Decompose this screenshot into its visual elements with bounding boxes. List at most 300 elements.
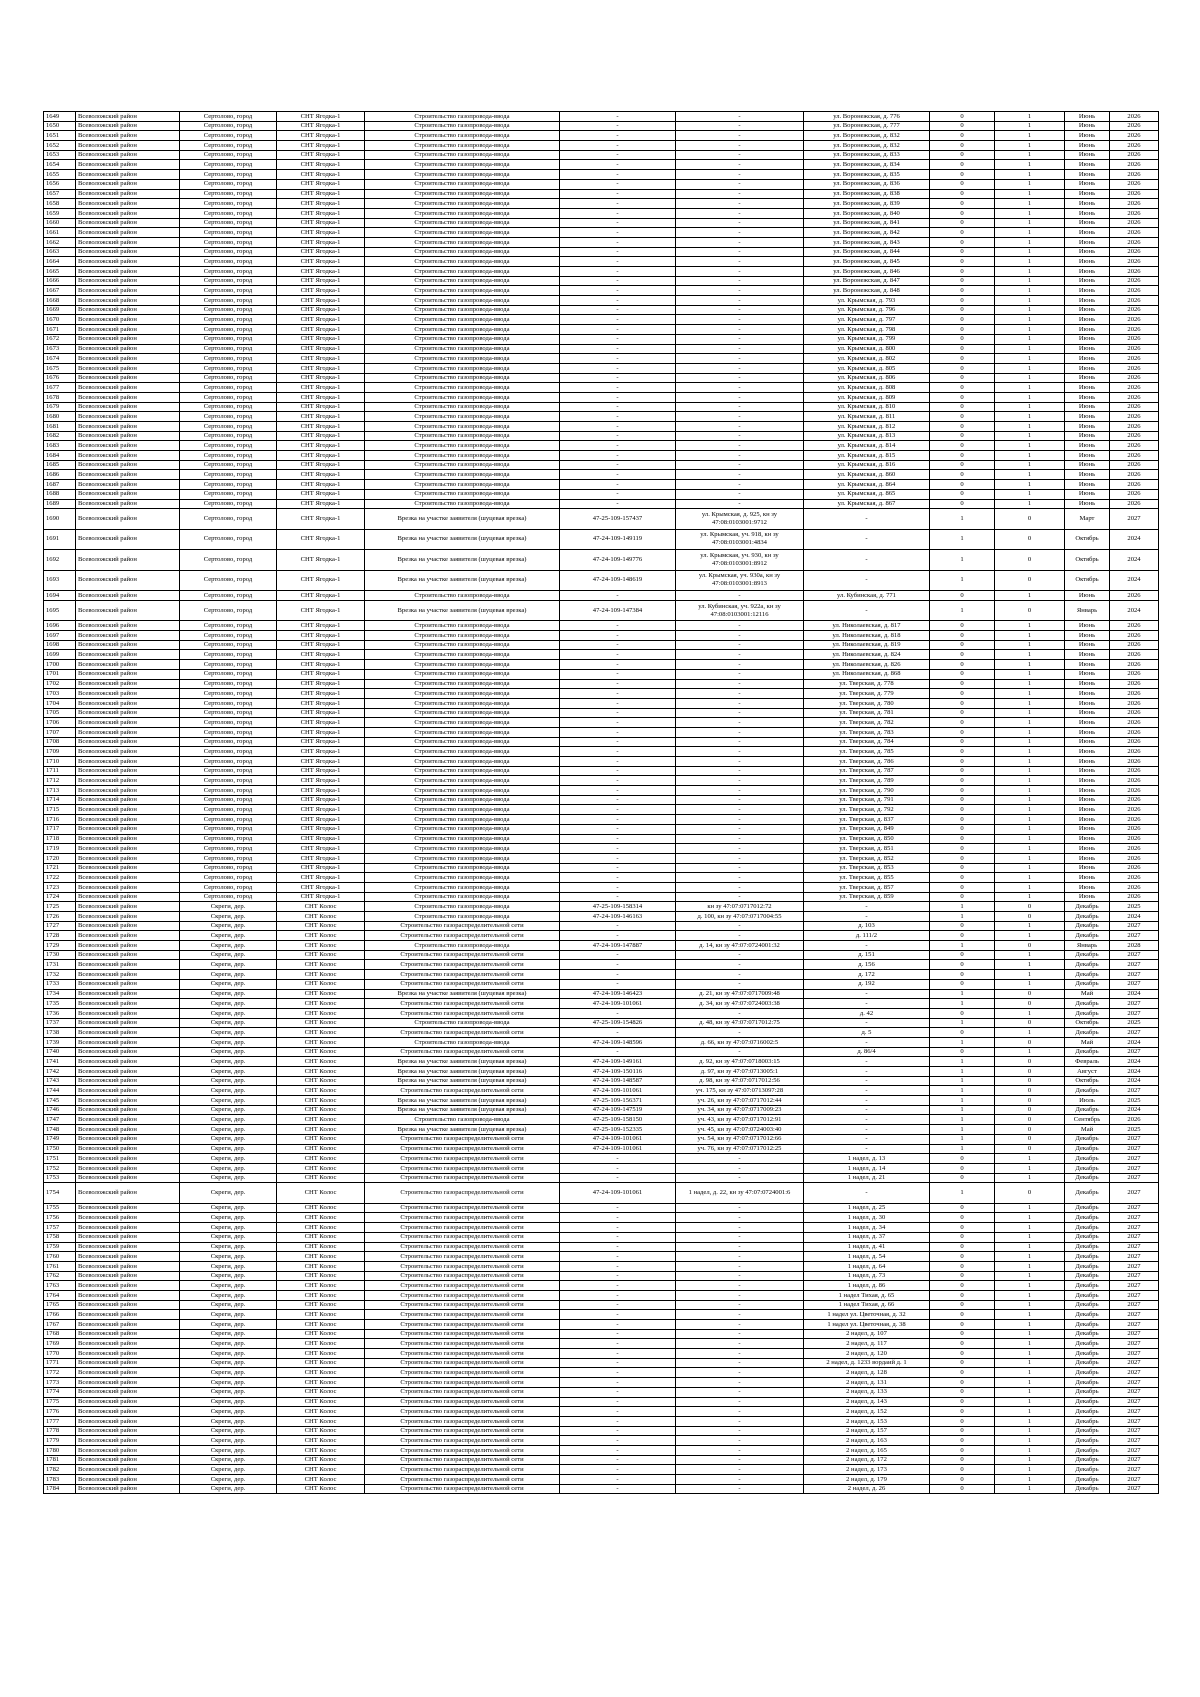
cell-row-number: 1679 (44, 402, 76, 412)
cell-snt-name: СНТ Ягодка-1 (277, 631, 365, 641)
cell-district: Всеволожский район (76, 1310, 180, 1320)
cell-month: Декабрь (1065, 1213, 1110, 1223)
cell-house-address: ул. Тверская, д. 792 (804, 805, 930, 815)
cell-flag-a: 0 (930, 170, 995, 180)
cell-year: 2027 (1110, 1290, 1159, 1300)
cell-flag-a: 0 (930, 970, 995, 980)
cell-year: 2024 (1110, 1067, 1159, 1077)
cell-flag-b: 0 (995, 1144, 1065, 1154)
cell-flag-b: 1 (995, 451, 1065, 461)
cell-month: Декабрь (1065, 1436, 1110, 1446)
cell-flag-a: 0 (930, 1232, 995, 1242)
cell-cadastral-address: - (676, 305, 804, 315)
cell-flag-b: 0 (995, 1096, 1065, 1106)
cell-year: 2026 (1110, 747, 1159, 757)
cell-settlement: Сертолово, город (180, 621, 277, 631)
cell-flag-b: 1 (995, 1368, 1065, 1378)
cell-house-address: ул. Тверская, д. 849 (804, 824, 930, 834)
cell-snt-name: СНТ Колос (277, 1144, 365, 1154)
cell-district: Всеволожский район (76, 786, 180, 796)
table-row (44, 228, 1159, 238)
cell-flag-a: 0 (930, 247, 995, 257)
cell-cadastral-address: - (676, 392, 804, 402)
cell-application-number: - (560, 921, 676, 931)
cell-settlement: Скреги, дер. (180, 1387, 277, 1397)
cell-settlement: Сертолово, город (180, 354, 277, 364)
cell-year: 2027 (1110, 1358, 1159, 1368)
cell-month: Декабрь (1065, 1378, 1110, 1388)
cell-snt-name: СНТ Ягодка-1 (277, 766, 365, 776)
cell-flag-b: 1 (995, 305, 1065, 315)
table-row (44, 208, 1159, 218)
cell-row-number: 1698 (44, 640, 76, 650)
cell-row-number: 1736 (44, 1008, 76, 1018)
cell-row-number: 1777 (44, 1416, 76, 1426)
cell-flag-a: 0 (930, 824, 995, 834)
cell-flag-b: 1 (995, 747, 1065, 757)
cell-year: 2026 (1110, 412, 1159, 422)
cell-district: Всеволожский район (76, 1378, 180, 1388)
cell-flag-b: 1 (995, 1290, 1065, 1300)
cell-flag-b: 1 (995, 286, 1065, 296)
cell-year: 2027 (1110, 1223, 1159, 1233)
cell-month: Декабрь (1065, 1320, 1110, 1330)
cell-year: 2027 (1110, 979, 1159, 989)
cell-work-type: Строительство газопровода-ввода (365, 199, 560, 209)
table-row (44, 412, 1159, 422)
cell-district: Всеволожский район (76, 257, 180, 267)
cell-district: Всеволожский район (76, 591, 180, 601)
cell-application-number: - (560, 786, 676, 796)
cell-application-number: - (560, 1387, 676, 1397)
cell-application-number: - (560, 1047, 676, 1057)
cell-year: 2026 (1110, 228, 1159, 238)
cell-application-number: - (560, 1455, 676, 1465)
cell-application-number: - (560, 1436, 676, 1446)
cell-settlement: Сертолово, город (180, 650, 277, 660)
cell-settlement: Скреги, дер. (180, 1105, 277, 1115)
cell-flag-b: 1 (995, 660, 1065, 670)
cell-snt-name: СНТ Ягодка-1 (277, 451, 365, 461)
cell-flag-b: 1 (995, 1339, 1065, 1349)
cell-flag-a: 0 (930, 640, 995, 650)
cell-work-type: Строительство газораспределительной сети (365, 1358, 560, 1368)
cell-house-address: ул. Тверская, д. 783 (804, 727, 930, 737)
cell-application-number: - (560, 296, 676, 306)
table-row (44, 131, 1159, 141)
cell-snt-name: СНТ Ягодка-1 (277, 815, 365, 825)
cell-cadastral-address: - (676, 1397, 804, 1407)
cell-cadastral-address: - (676, 315, 804, 325)
cell-month: Июнь (1065, 267, 1110, 277)
cell-snt-name: СНТ Ягодка-1 (277, 844, 365, 854)
cell-month: Июнь (1065, 824, 1110, 834)
cell-house-address: ул. Николаевская, д. 824 (804, 650, 930, 660)
cell-work-type: Строительство газопровода-ввода (365, 431, 560, 441)
cell-month: Июнь (1065, 698, 1110, 708)
cell-snt-name: СНТ Колос (277, 1154, 365, 1164)
cell-snt-name: СНТ Колос (277, 1378, 365, 1388)
cell-application-number: - (560, 373, 676, 383)
table-row (44, 950, 1159, 960)
table-row (44, 150, 1159, 160)
cell-work-type: Строительство газопровода-ввода (365, 412, 560, 422)
cell-district: Всеволожский район (76, 1242, 180, 1252)
cell-snt-name: СНТ Ягодка-1 (277, 247, 365, 257)
cell-row-number: 1657 (44, 189, 76, 199)
cell-house-address: ул. Воронежская, д. 834 (804, 160, 930, 170)
cell-house-address: - (804, 1037, 930, 1047)
cell-settlement: Сертолово, город (180, 480, 277, 490)
cell-house-address: ул. Воронежская, д. 841 (804, 218, 930, 228)
cell-house-address: ул. Воронежская, д. 843 (804, 237, 930, 247)
cell-settlement: Сертолово, город (180, 431, 277, 441)
cell-month: Декабрь (1065, 1242, 1110, 1252)
cell-application-number: - (560, 747, 676, 757)
cell-flag-b: 0 (995, 529, 1065, 550)
table-row (44, 892, 1159, 902)
cell-district: Всеволожский район (76, 776, 180, 786)
table-row (44, 1242, 1159, 1252)
cell-application-number: - (560, 1416, 676, 1426)
cell-cadastral-address: - (676, 698, 804, 708)
cell-work-type: Строительство газораспределительной сети (365, 1416, 560, 1426)
cell-house-address: д. 192 (804, 979, 930, 989)
cell-settlement: Скреги, дер. (180, 1320, 277, 1330)
table-row (44, 334, 1159, 344)
cell-row-number: 1680 (44, 412, 76, 422)
cell-flag-a: 0 (930, 1008, 995, 1018)
cell-snt-name: СНТ Колос (277, 999, 365, 1009)
cell-application-number: - (560, 1028, 676, 1038)
table-row (44, 689, 1159, 699)
cell-snt-name: СНТ Ягодка-1 (277, 550, 365, 571)
cell-settlement: Сертолово, город (180, 757, 277, 767)
cell-settlement: Сертолово, город (180, 412, 277, 422)
cell-row-number: 1741 (44, 1057, 76, 1067)
cell-application-number: 47-25-109-152335 (560, 1125, 676, 1135)
cell-settlement: Сертолово, город (180, 737, 277, 747)
cell-application-number: - (560, 1261, 676, 1271)
table-row (44, 1134, 1159, 1144)
cell-work-type: Строительство газопровода-ввода (365, 189, 560, 199)
cell-month: Июнь (1065, 727, 1110, 737)
cell-application-number: - (560, 189, 676, 199)
cell-settlement: Сертолово, город (180, 179, 277, 189)
cell-flag-a: 0 (930, 402, 995, 412)
cell-month: Июнь (1065, 451, 1110, 461)
cell-flag-b: 1 (995, 1465, 1065, 1475)
cell-flag-a: 0 (930, 325, 995, 335)
cell-application-number: 47-24-109-147519 (560, 1105, 676, 1115)
table-row (44, 305, 1159, 315)
cell-application-number: 47-25-109-158314 (560, 902, 676, 912)
cell-year: 2027 (1110, 950, 1159, 960)
cell-flag-a: 0 (930, 1368, 995, 1378)
cell-flag-a: 0 (930, 844, 995, 854)
cell-work-type: Строительство газораспределительной сети (365, 950, 560, 960)
cell-settlement: Скреги, дер. (180, 989, 277, 999)
cell-settlement: Сертолово, город (180, 660, 277, 670)
cell-row-number: 1685 (44, 460, 76, 470)
cell-row-number: 1716 (44, 815, 76, 825)
cell-settlement: Сертолово, город (180, 640, 277, 650)
cell-work-type: Строительство газопровода-ввода (365, 786, 560, 796)
cell-application-number: - (560, 208, 676, 218)
cell-application-number: - (560, 276, 676, 286)
cell-row-number: 1703 (44, 689, 76, 699)
cell-month: Июнь (1065, 131, 1110, 141)
table-row (44, 363, 1159, 373)
cell-flag-a: 0 (930, 431, 995, 441)
cell-row-number: 1729 (44, 941, 76, 951)
cell-cadastral-address: - (676, 834, 804, 844)
cell-application-number: - (560, 1300, 676, 1310)
cell-year: 2026 (1110, 489, 1159, 499)
cell-flag-a: 0 (930, 112, 995, 122)
cell-district: Всеволожский район (76, 689, 180, 699)
cell-year: 2026 (1110, 247, 1159, 257)
table-row (44, 931, 1159, 941)
cell-snt-name: СНТ Ягодка-1 (277, 218, 365, 228)
cell-flag-a: 0 (930, 451, 995, 461)
cell-district: Всеволожский район (76, 1320, 180, 1330)
cell-snt-name: СНТ Колос (277, 979, 365, 989)
cell-cadastral-address: - (676, 480, 804, 490)
cell-district: Всеволожский район (76, 286, 180, 296)
table-row (44, 383, 1159, 393)
cell-row-number: 1661 (44, 228, 76, 238)
cell-row-number: 1704 (44, 698, 76, 708)
cell-district: Всеволожский район (76, 1105, 180, 1115)
table-row (44, 766, 1159, 776)
cell-month: Июнь (1065, 631, 1110, 641)
cell-work-type: Строительство газопровода-ввода (365, 892, 560, 902)
cell-year: 2027 (1110, 1261, 1159, 1271)
cell-flag-b: 1 (995, 1223, 1065, 1233)
cell-cadastral-address: - (676, 1465, 804, 1475)
cell-cadastral-address: д. 100, кн зу 47:07:0717004:55 (676, 912, 804, 922)
cell-cadastral-address: - (676, 660, 804, 670)
cell-settlement: Сертолово, город (180, 708, 277, 718)
cell-cadastral-address: - (676, 1416, 804, 1426)
cell-application-number: - (560, 931, 676, 941)
cell-flag-a: 0 (930, 441, 995, 451)
cell-flag-a: 0 (930, 853, 995, 863)
cell-snt-name: СНТ Колос (277, 1242, 365, 1252)
cell-row-number: 1725 (44, 902, 76, 912)
table-row (44, 1387, 1159, 1397)
cell-flag-a: 0 (930, 1455, 995, 1465)
cell-row-number: 1784 (44, 1484, 76, 1494)
cell-flag-b: 1 (995, 640, 1065, 650)
cell-snt-name: СНТ Ягодка-1 (277, 141, 365, 151)
table-row (44, 776, 1159, 786)
table-row (44, 600, 1159, 621)
cell-flag-a: 0 (930, 960, 995, 970)
cell-district: Всеволожский район (76, 441, 180, 451)
cell-application-number: 47-24-109-150116 (560, 1067, 676, 1077)
cell-house-address: ул. Воронежская, д. 846 (804, 267, 930, 277)
cell-month: Июнь (1065, 489, 1110, 499)
cell-year: 2026 (1110, 631, 1159, 641)
cell-flag-b: 1 (995, 844, 1065, 854)
cell-flag-a: 0 (930, 1290, 995, 1300)
cell-application-number: - (560, 1475, 676, 1485)
cell-flag-b: 1 (995, 1378, 1065, 1388)
cell-settlement: Сертолово, город (180, 529, 277, 550)
cell-flag-b: 1 (995, 950, 1065, 960)
cell-flag-b: 1 (995, 1008, 1065, 1018)
cell-application-number: 47-24-109-101061 (560, 1144, 676, 1154)
cell-settlement: Сертолово, город (180, 334, 277, 344)
cell-settlement: Скреги, дер. (180, 1290, 277, 1300)
cell-month: Декабрь (1065, 960, 1110, 970)
cell-flag-b: 1 (995, 441, 1065, 451)
table-row (44, 1416, 1159, 1426)
table-row (44, 1426, 1159, 1436)
cell-year: 2027 (1110, 1339, 1159, 1349)
cell-flag-b: 1 (995, 1349, 1065, 1359)
cell-cadastral-address: - (676, 1154, 804, 1164)
table-row (44, 795, 1159, 805)
table-row (44, 631, 1159, 641)
cell-snt-name: СНТ Ягодка-1 (277, 470, 365, 480)
cell-application-number: 47-24-109-149776 (560, 550, 676, 571)
cell-district: Всеволожский район (76, 621, 180, 631)
cell-row-number: 1697 (44, 631, 76, 641)
cell-flag-b: 1 (995, 1261, 1065, 1271)
cell-settlement: Скреги, дер. (180, 1465, 277, 1475)
cell-flag-a: 0 (930, 1252, 995, 1262)
cell-settlement: Скреги, дер. (180, 1008, 277, 1018)
cell-snt-name: СНТ Колос (277, 931, 365, 941)
cell-year: 2026 (1110, 296, 1159, 306)
table-row (44, 1076, 1159, 1086)
cell-month: Октябрь (1065, 550, 1110, 571)
cell-work-type: Строительство газораспределительной сети (365, 1320, 560, 1330)
cell-month: Декабрь (1065, 1300, 1110, 1310)
cell-work-type: Строительство газопровода-ввода (365, 286, 560, 296)
cell-month: Июнь (1065, 650, 1110, 660)
cell-house-address: 1 надел, д. 86 (804, 1281, 930, 1291)
cell-settlement: Скреги, дер. (180, 931, 277, 941)
table-row (44, 1290, 1159, 1300)
cell-district: Всеволожский район (76, 1008, 180, 1018)
cell-work-type: Строительство газопровода-ввода (365, 815, 560, 825)
cell-house-address: - (804, 1018, 930, 1028)
cell-settlement: Сертолово, город (180, 718, 277, 728)
cell-row-number: 1678 (44, 392, 76, 402)
table-row (44, 441, 1159, 451)
cell-month: Июнь (1065, 344, 1110, 354)
cell-work-type: Строительство газопровода-ввода (365, 218, 560, 228)
cell-work-type: Строительство газопровода-ввода (365, 1037, 560, 1047)
cell-month: Декабрь (1065, 1339, 1110, 1349)
cell-house-address: 2 надел, д. 157 (804, 1426, 930, 1436)
cell-year: 2024 (1110, 912, 1159, 922)
cell-flag-b: 0 (995, 1086, 1065, 1096)
table-row (44, 640, 1159, 650)
cell-settlement: Скреги, дер. (180, 1300, 277, 1310)
cell-house-address: 1 надел, д. 54 (804, 1252, 930, 1262)
cell-flag-a: 0 (930, 1407, 995, 1417)
cell-month: Июнь (1065, 844, 1110, 854)
cell-month: Декабрь (1065, 1183, 1110, 1204)
cell-flag-b: 0 (995, 1076, 1065, 1086)
cell-application-number: 47-24-109-101061 (560, 999, 676, 1009)
cell-flag-b: 1 (995, 960, 1065, 970)
cell-month: Декабрь (1065, 1445, 1110, 1455)
cell-month: Июнь (1065, 441, 1110, 451)
cell-year: 2027 (1110, 999, 1159, 1009)
table-row (44, 1144, 1159, 1154)
cell-cadastral-address: - (676, 795, 804, 805)
cell-application-number: - (560, 141, 676, 151)
cell-flag-a: 0 (930, 305, 995, 315)
cell-row-number: 1752 (44, 1163, 76, 1173)
cell-house-address: д. 111/2 (804, 931, 930, 941)
cell-cadastral-address: - (676, 489, 804, 499)
cell-work-type: Строительство газопровода-ввода (365, 669, 560, 679)
table-row (44, 815, 1159, 825)
cell-district: Всеволожский район (76, 1358, 180, 1368)
cell-cadastral-address: - (676, 237, 804, 247)
cell-flag-b: 1 (995, 1310, 1065, 1320)
cell-district: Всеволожский район (76, 121, 180, 131)
cell-cadastral-address: уч. 26, кн зу 47:07:0717012:44 (676, 1096, 804, 1106)
table-row (44, 1183, 1159, 1204)
cell-month: Январь (1065, 600, 1110, 621)
cell-cadastral-address: - (676, 640, 804, 650)
table-row (44, 179, 1159, 189)
table-row (44, 1339, 1159, 1349)
cell-month: Июнь (1065, 160, 1110, 170)
cell-settlement: Сертолово, город (180, 305, 277, 315)
cell-snt-name: СНТ Ягодка-1 (277, 150, 365, 160)
cell-flag-b: 1 (995, 921, 1065, 931)
cell-snt-name: СНТ Колос (277, 1416, 365, 1426)
cell-cadastral-address: уч. 34, кн зу 47:07:0717009:23 (676, 1105, 804, 1115)
cell-house-address: ул. Крымская, д. 799 (804, 334, 930, 344)
cell-settlement: Сертолово, город (180, 844, 277, 854)
cell-row-number: 1722 (44, 873, 76, 883)
cell-snt-name: СНТ Колос (277, 1037, 365, 1047)
table-row (44, 708, 1159, 718)
cell-application-number: - (560, 631, 676, 641)
cell-month: Июнь (1065, 237, 1110, 247)
cell-year: 2027 (1110, 1232, 1159, 1242)
document-page (43, 111, 1158, 1494)
cell-flag-a: 1 (930, 600, 995, 621)
cell-cadastral-address: уч. 175, кн зу 47:07:0713097:28 (676, 1086, 804, 1096)
cell-cadastral-address: - (676, 873, 804, 883)
cell-snt-name: СНТ Ягодка-1 (277, 276, 365, 286)
cell-flag-b: 1 (995, 1213, 1065, 1223)
cell-snt-name: СНТ Колос (277, 1008, 365, 1018)
cell-flag-a: 0 (930, 267, 995, 277)
cell-flag-a: 1 (930, 1134, 995, 1144)
cell-settlement: Сертолово, город (180, 470, 277, 480)
cell-cadastral-address: ул. Крымская, уч. 930а, кн зу 47:08:0103001:8913 (676, 570, 804, 591)
cell-house-address: 1 надел, д. 37 (804, 1232, 930, 1242)
cell-house-address: 2 надел, д. 172 (804, 1455, 930, 1465)
table-row (44, 499, 1159, 509)
cell-work-type: Строительство газораспределительной сети (365, 1134, 560, 1144)
cell-district: Всеволожский район (76, 170, 180, 180)
cell-flag-a: 0 (930, 1242, 995, 1252)
cell-month: Июнь (1065, 853, 1110, 863)
